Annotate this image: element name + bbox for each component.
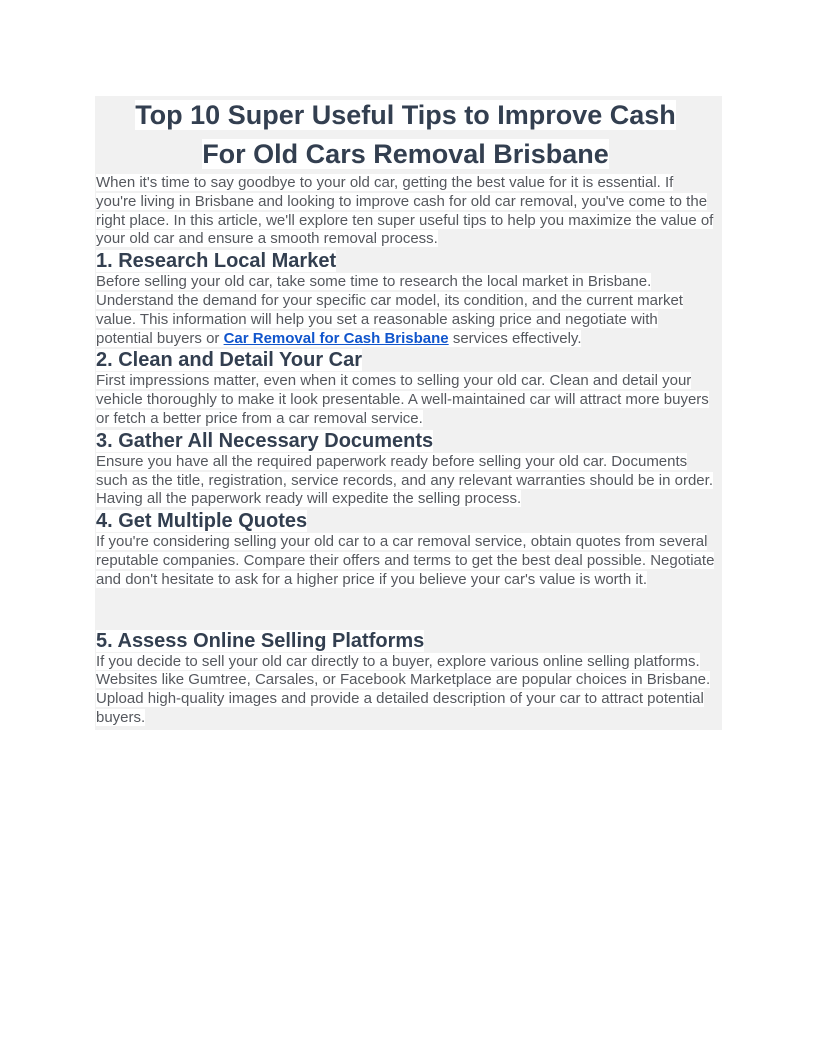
section-3-heading: 3. Gather All Necessary Documents (96, 429, 434, 452)
article-title (96, 96, 715, 174)
article-content (95, 96, 722, 730)
section-1-text-after-link: services effectively. (448, 329, 582, 347)
empty-paragraph-spacer (96, 590, 715, 629)
article-title-line-1: Top 10 Super Useful Tips to Improve Cash (135, 100, 676, 130)
section-1-paragraph (96, 273, 715, 348)
article-title-line-2: For Old Cars Removal Brisbane (202, 139, 609, 169)
section-3-paragraph: Ensure you have all the required paperwork ready before selling your old car. Documents such as the title, registration, service records, and any relevant warranties should be in order. Having all the paperwork ready will expedite the selling process. (96, 452, 713, 508)
car-removal-for-cash-brisbane-link[interactable]: Car Removal for Cash Brisbane (223, 329, 449, 347)
section-4-paragraph: If you're considering selling your old car to a car removal service, obtain quotes from several reputable companies. Compare their offers and terms to get the best deal possible. Negotiate and don't hesitate to ask for a higher price if you believe your car's value is worth it. (96, 533, 715, 588)
intro-paragraph: When it's time to say goodbye to your old car, getting the best value for it is essential. If you're living in Brisbane and looking to improve cash for old car removal, you've come to the right place. In this article, we'll explore ten super useful tips to help you maximize the value of your old car and ensure a smooth removal process. (96, 174, 714, 248)
section-5-paragraph: If you decide to sell your old car directly to a buyer, explore various online selling platforms. Websites like Gumtree, Carsales, or Facebook Marketplace are popular choices in Brisbane. Upload high-quality images and provide a detailed description of your car to attract potential buyers. (96, 652, 711, 726)
section-4-heading: 4. Get Multiple Quotes (96, 510, 308, 533)
section-1-text-before-link: Before selling your old car, take some time to research the local market in Brisbane. Understand the demand for your specific car model, its condition, and the current market value. This information will help you set a reasonable asking price and negotiate with potential buyers or (96, 273, 683, 347)
section-2-paragraph: First impressions matter, even when it comes to selling your old car. Clean and detail your vehicle thoroughly to make it look presentable. A well-maintained car will attract more buyers or fetch a better price from a car removal service. (96, 372, 709, 427)
section-2-heading: 2. Clean and Detail Your Car (96, 349, 363, 372)
section-5-heading: 5. Assess Online Selling Platforms (96, 629, 425, 652)
section-1-heading: 1. Research Local Market (96, 250, 337, 273)
